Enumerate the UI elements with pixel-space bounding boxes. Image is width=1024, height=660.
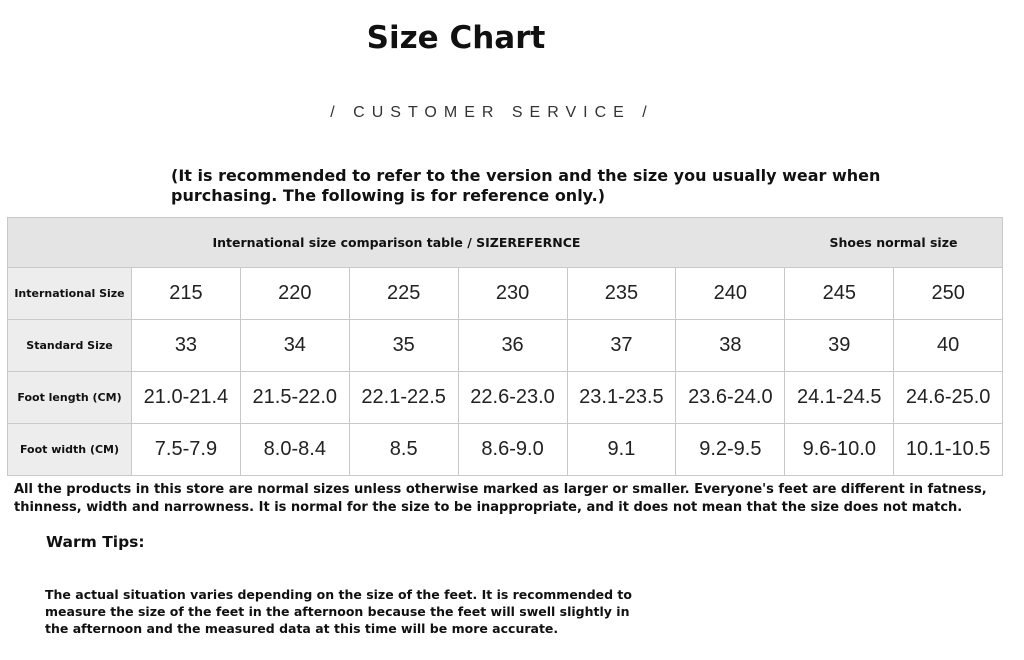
table-cell: 245 xyxy=(785,268,894,320)
table-cell: 34 xyxy=(240,320,349,372)
table-cell: 21.0-21.4 xyxy=(132,372,241,424)
row-label: Standard Size xyxy=(8,320,132,372)
row-label: Foot length (CM) xyxy=(8,372,132,424)
reference-note: (It is recommended to refer to the version and the size you usually wear when purchasing. The following is for reference only.) xyxy=(171,166,881,205)
table-cell: 7.5-7.9 xyxy=(132,424,241,476)
table-cell: 40 xyxy=(894,320,1003,372)
table-cell: 35 xyxy=(349,320,458,372)
table-cell: 21.5-22.0 xyxy=(240,372,349,424)
table-cell: 9.1 xyxy=(567,424,676,476)
footer-note: All the products in this store are normal sizes unless otherwise marked as larger or smaller. Everyone's feet are different in fatness, thinness, width and narrowness. It is normal for the size to be inappropriate, and it does not mean that the size does not match. xyxy=(14,482,987,515)
table-cell: 230 xyxy=(458,268,567,320)
table-row xyxy=(8,372,1003,424)
table-cell: 225 xyxy=(349,268,458,320)
page-title: Size Chart xyxy=(366,20,546,56)
table-cell: 10.1-10.5 xyxy=(894,424,1003,476)
size-comparison-table xyxy=(7,217,1003,476)
table-row xyxy=(8,424,1003,476)
table-cell: 8.6-9.0 xyxy=(458,424,567,476)
table-cell: 37 xyxy=(567,320,676,372)
table-row xyxy=(8,320,1003,372)
table-cell: 9.2-9.5 xyxy=(676,424,785,476)
table-cell: 39 xyxy=(785,320,894,372)
tips-body: The actual situation varies depending on the size of the feet. It is recommended to measure the size of the feet in the afternoon because the feet will swell slightly in the afternoon and the measured data at this time will be more accurate. xyxy=(45,587,632,636)
table-cell: 33 xyxy=(132,320,241,372)
row-label: Foot width (CM) xyxy=(8,424,132,476)
table-cell: 235 xyxy=(567,268,676,320)
table-cell: 220 xyxy=(240,268,349,320)
table-cell: 36 xyxy=(458,320,567,372)
table-cell: 215 xyxy=(132,268,241,320)
table-row xyxy=(8,268,1003,320)
table-cell: 9.6-10.0 xyxy=(785,424,894,476)
row-label: International Size xyxy=(8,268,132,320)
table-cell: 22.6-23.0 xyxy=(458,372,567,424)
table-cell: 8.0-8.4 xyxy=(240,424,349,476)
table-cell: 23.6-24.0 xyxy=(676,372,785,424)
table-header-right: Shoes normal size xyxy=(785,218,1003,268)
tips-title: Warm Tips: xyxy=(46,533,145,551)
table-cell: 38 xyxy=(676,320,785,372)
table-cell: 8.5 xyxy=(349,424,458,476)
table-cell: 250 xyxy=(894,268,1003,320)
page-subtitle: / CUSTOMER SERVICE / xyxy=(330,104,654,121)
table-cell: 24.1-24.5 xyxy=(785,372,894,424)
table-cell: 22.1-22.5 xyxy=(349,372,458,424)
table-cell: 240 xyxy=(676,268,785,320)
table-cell: 24.6-25.0 xyxy=(894,372,1003,424)
table-cell: 23.1-23.5 xyxy=(567,372,676,424)
table-header-row xyxy=(8,218,1003,268)
table-header-main: International size comparison table / SIZEREFERNCE xyxy=(8,218,785,268)
